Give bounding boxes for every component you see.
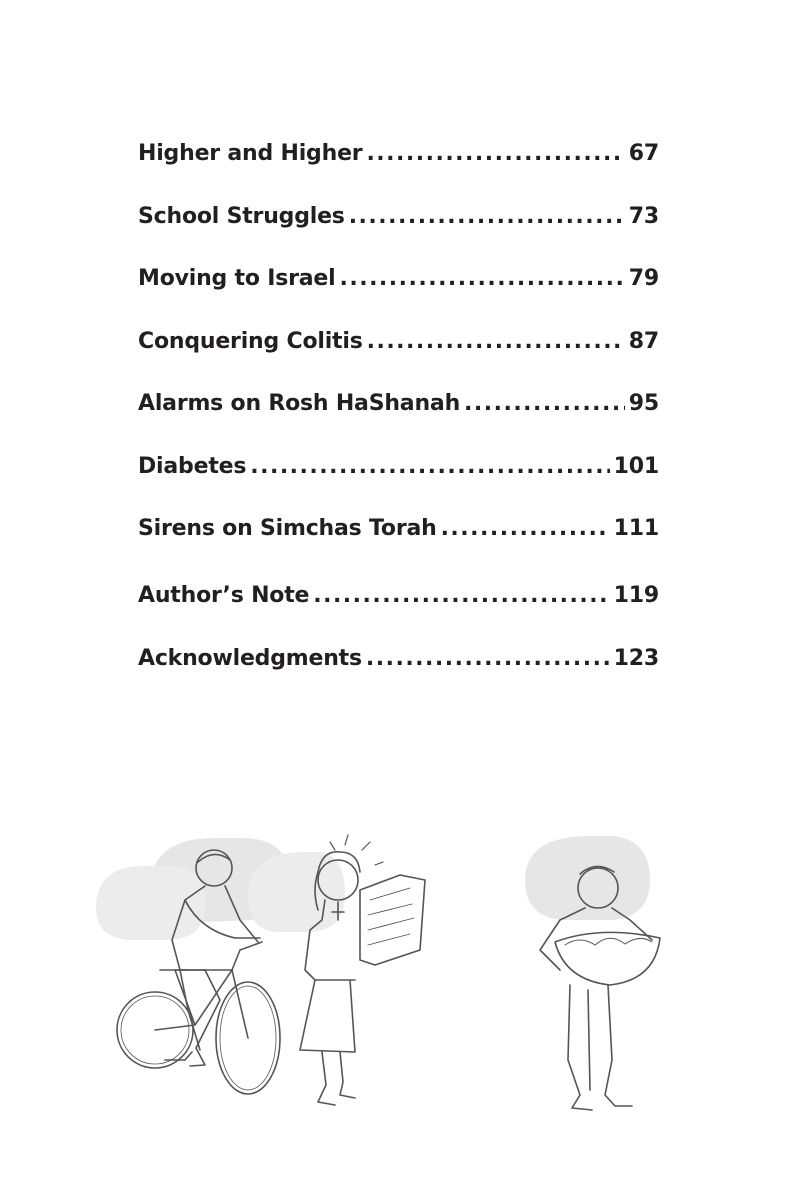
toc-entry-title: Alarms on Rosh HaShanah: [138, 391, 461, 416]
speech-bubble-icon: [248, 852, 345, 932]
toc-entry-title: Conquering Colitis: [138, 328, 363, 354]
toc-entry-authors-note[interactable]: [138, 583, 659, 623]
toc-leader-dots: [250, 454, 609, 479]
toc-leader-dots: [367, 329, 625, 354]
toc-leader-dots: [366, 646, 610, 671]
toc-leader-dots: [349, 204, 625, 229]
toc-entry-page: 101: [613, 453, 659, 479]
toc-entry-page: 87: [628, 328, 659, 354]
toc-entry-title: Sirens on Simchas Torah: [138, 516, 437, 541]
toc-entry-title: Author’s Note: [138, 583, 310, 608]
toc-entry-higher-and-higher[interactable]: [138, 141, 659, 181]
toc-entry-school-struggles[interactable]: [138, 204, 659, 244]
girl-reading-newspaper-illustration: [248, 835, 425, 1105]
toc-leader-dots: [340, 266, 625, 291]
bowl-icon: [555, 932, 660, 985]
toc-entry-page: 79: [628, 266, 659, 291]
toc-entry-acknowledgments[interactable]: [138, 646, 659, 686]
toc-entry-conquering-colitis[interactable]: [138, 329, 659, 369]
toc-entry-page: 95: [628, 391, 659, 416]
toc-entry-alarms-on-rosh-hashanah[interactable]: [138, 391, 659, 431]
table-of-contents: [138, 141, 659, 708]
toc-entry-sirens-on-simchas-torah[interactable]: [138, 516, 659, 556]
toc-leader-dots: [441, 516, 610, 541]
toc-entry-title: Diabetes: [138, 453, 247, 479]
toc-entry-title: School Struggles: [138, 203, 345, 229]
toc-entry-title: Acknowledgments: [138, 645, 362, 671]
boy-holding-bowl-illustration: [525, 836, 660, 1110]
toc-entry-page: 73: [628, 203, 659, 229]
illustrations: [0, 820, 800, 1130]
toc-entry-title: Higher and Higher: [138, 141, 363, 166]
speech-bubble-icon: [525, 836, 650, 920]
toc-entry-page: 119: [613, 583, 659, 608]
toc-entry-page: 111: [613, 516, 659, 541]
speech-bubble-icon: [96, 866, 205, 940]
toc-leader-dots: [313, 583, 609, 608]
toc-entry-diabetes[interactable]: [138, 454, 659, 494]
toc-leader-dots: [464, 391, 625, 416]
toc-entry-page: 123: [613, 645, 659, 671]
toc-entry-moving-to-israel[interactable]: [138, 266, 659, 306]
toc-entry-title: Moving to Israel: [138, 266, 336, 291]
toc-entry-page: 67: [628, 141, 659, 166]
toc-leader-dots: [366, 141, 624, 166]
